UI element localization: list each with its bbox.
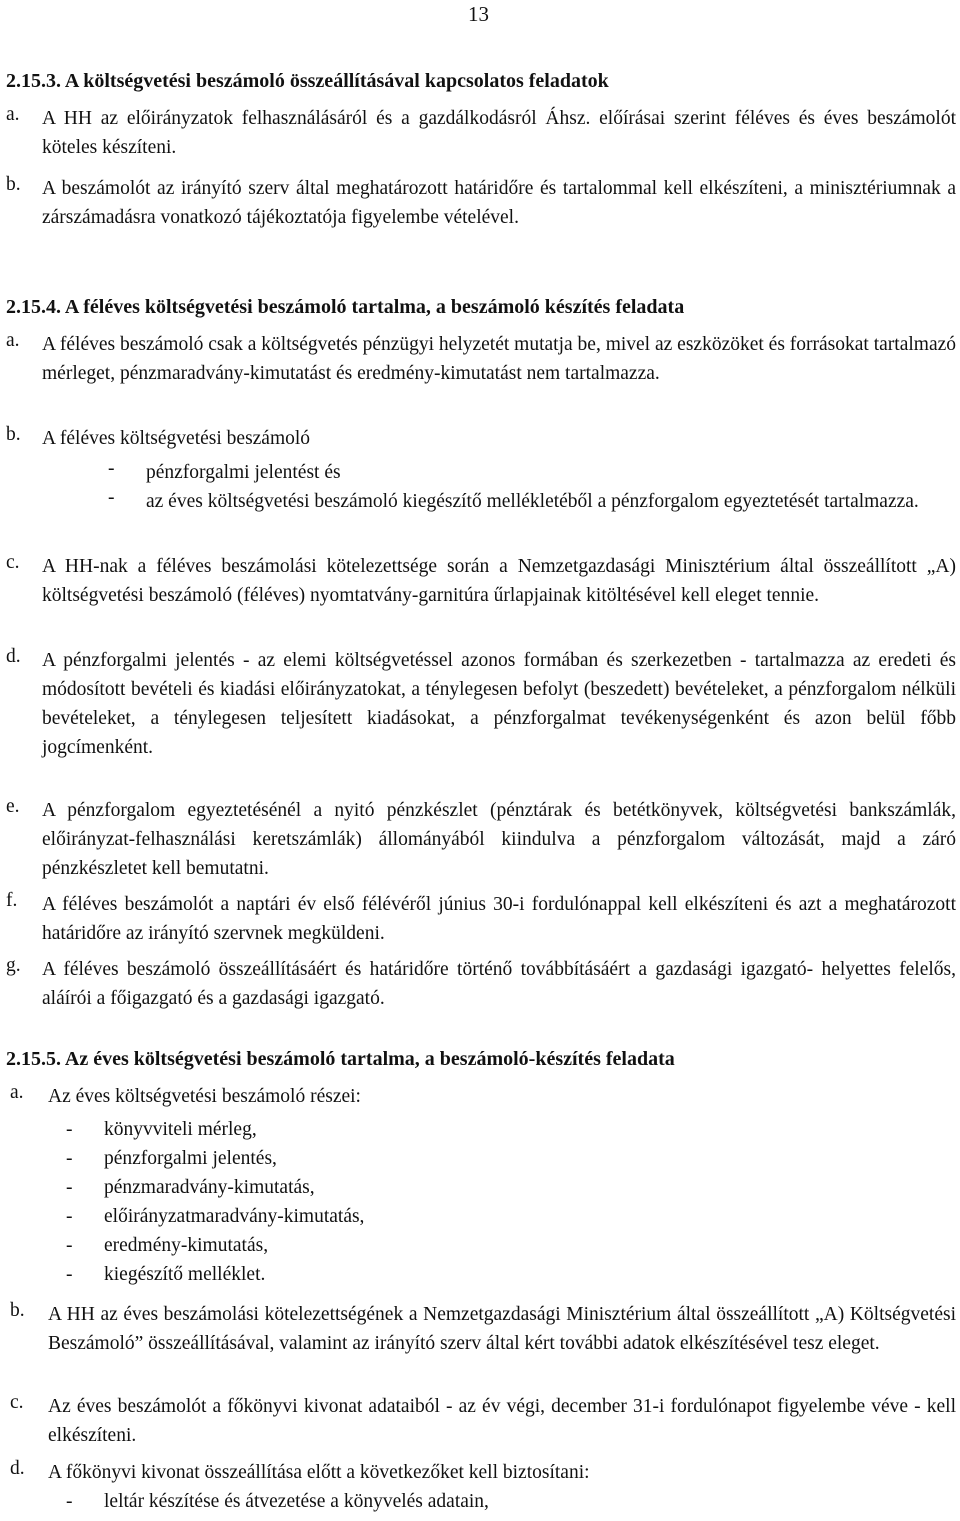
page-number: 13 — [468, 2, 489, 26]
paragraph-text: A féléves beszámoló összeállításáért és határidőre történő továbbításáért a gazdasági igazgató- helyettes felelős, aláírói a főigazgató és a gazdasági igazgató. — [42, 959, 956, 1009]
list-item-text: könyvviteli mérleg, — [104, 1119, 257, 1140]
paragraph-text: A féléves beszámoló csak a költségvetés pénzügyi helyzetét mutatja be, mivel az eszközöket és forrásokat tartalmazó mérleget, pénzmaradvány-kimutatást és eredmény-kimutatást nem tartalmazza. — [42, 334, 956, 384]
list-dash: - — [66, 1148, 73, 1169]
paragraph-text: A HH-nak a féléves beszámolási kötelezettsége során a Nemzetgazdasági Minisztérium által összeállított „A) költségvetési beszámoló (féléves) nyomtatvány-garnitúra űrlapjainak kitöltésével kell eleget tennie. — [42, 556, 956, 606]
section-heading-2-15-4: 2.15.4. A féléves költségvetési beszámoló tartalma, a beszámoló készítés feladata — [6, 296, 685, 318]
list-item-text: kiegészítő melléklet. — [104, 1264, 266, 1285]
paragraph-text: A beszámolót az irányító szerv által meghatározott határidőre és tartalommal kell elkészíteni, a minisztériumnak a zárszámadásra vonatkozó tájékoztatója figyelembe vételével. — [42, 178, 956, 228]
list-item: pénzforgalmi jelentést és — [146, 462, 341, 483]
list-dash: - — [66, 1491, 73, 1512]
paragraph-text: A féléves beszámolót a naptári év első félévéről június 30-i fordulónappal kell elkészíteni és azt a meghatározott határidőre az irányító szervnek megküldeni. — [42, 894, 956, 944]
list-item-text: pénzmaradvány-kimutatás, — [104, 1177, 315, 1198]
list-dash: - — [66, 1177, 73, 1198]
list-item: az éves költségvetési beszámoló kiegészítő mellékletéből a pénzforgalom egyeztetését tartalmazza. — [146, 491, 919, 512]
paragraph-4f — [6, 890, 956, 948]
paragraph-5c — [6, 1392, 956, 1450]
item-marker: g. — [6, 955, 21, 976]
item-marker: f. — [6, 890, 18, 911]
paragraph-text: A pénzforgalom egyeztetésénél a nyitó pénzkészlet (pénztárak és betétkönyvek, költségvetési bankszámlák, előirányzat-felhasználási keretszámlák) állományából kiindulva a pénzforgalom változását, majd a záró pénzkészletet kell bemutatni. — [42, 800, 956, 879]
paragraph-3a — [6, 104, 956, 162]
list-dash: - — [66, 1235, 73, 1256]
paragraph-text: A féléves költségvetési beszámoló — [42, 428, 311, 449]
item-marker: a. — [6, 330, 20, 351]
list-item-text: pénzforgalmi jelentés, — [104, 1148, 277, 1169]
list-item-text: eredmény-kimutatás, — [104, 1235, 269, 1256]
paragraph-5b — [6, 1300, 956, 1358]
item-marker: e. — [6, 796, 20, 817]
paragraph-5d — [6, 1458, 956, 1487]
paragraph-4a — [6, 330, 956, 388]
paragraph-text: A pénzforgalmi jelentés - az elemi költségvetéssel azonos formában és szerkezetben - tartalmazza az eredeti és módosított bevételi és kiadási előirányzatokat, a ténylegesen befolyt (beszedett) bevételeket, a pénzforgalom nélküli bevételeket, a ténylegesen teljesített kiadásokat, a pénzforgalmat tevékenységenként és azon belül főbb jogcímenként. — [42, 650, 956, 758]
item-marker: c. — [10, 1392, 24, 1413]
paragraph-3b — [6, 174, 956, 232]
paragraph-text: A főkönyvi kivonat összeállítása előtt a következőket kell biztosítani: — [48, 1462, 590, 1483]
section-heading-2-15-3: 2.15.3. A költségvetési beszámoló összeállításával kapcsolatos feladatok — [6, 70, 609, 92]
item-marker: a. — [6, 104, 20, 125]
paragraph-4d — [6, 646, 956, 762]
item-marker: d. — [6, 646, 21, 667]
item-marker: b. — [6, 174, 21, 195]
list-dash: - — [108, 487, 115, 508]
paragraph-text: Az éves beszámolót a főkönyvi kivonat adataiból - az év végi, december 31-i fordulónapot figyelembe véve - kell elkészíteni. — [48, 1396, 956, 1446]
paragraph-5a — [6, 1082, 956, 1111]
item-marker: b. — [6, 424, 21, 445]
section-heading-2-15-5: 2.15.5. Az éves költségvetési beszámoló tartalma, a beszámoló-készítés feladata — [6, 1048, 675, 1070]
list-item-text: előirányzatmaradvány-kimutatás, — [104, 1206, 365, 1227]
paragraph-4b — [6, 424, 956, 453]
paragraph-4c — [6, 552, 956, 610]
list-item-text: leltár készítése és átvezetése a könyvelés adatain, — [104, 1491, 489, 1512]
paragraph-text: A HH az éves beszámolási kötelezettségének a Nemzetgazdasági Minisztérium által összeállított „A) Költségvetési Beszámoló” összeállításával, valamint az irányító szerv által kért további adatok elkészítésével tesz eleget. — [48, 1304, 956, 1354]
item-marker: b. — [10, 1300, 25, 1321]
list-dash: - — [66, 1264, 73, 1285]
item-marker: d. — [10, 1458, 25, 1479]
paragraph-4g — [6, 955, 956, 1013]
list-dash: - — [66, 1206, 73, 1227]
paragraph-text: A HH az előirányzatok felhasználásáról és a gazdálkodásról Áhsz. előírásai szerint féléves és éves beszámolót köteles készíteni. — [42, 108, 956, 158]
paragraph-text: Az éves költségvetési beszámoló részei: — [48, 1086, 361, 1107]
item-marker: a. — [10, 1082, 24, 1103]
list-dash: - — [108, 458, 115, 479]
paragraph-4e — [6, 796, 956, 883]
item-marker: c. — [6, 552, 20, 573]
list-dash: - — [66, 1119, 73, 1140]
